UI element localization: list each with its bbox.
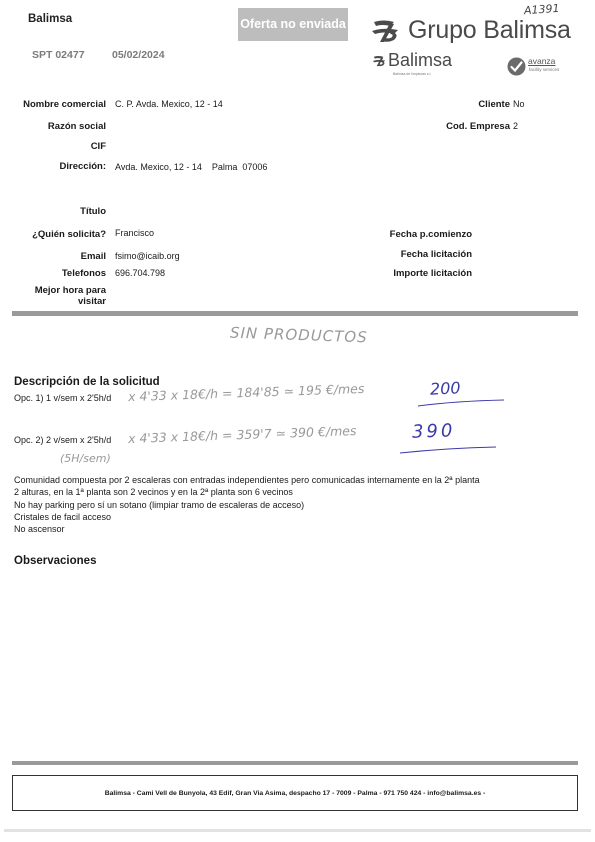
direccion-label: Dirección: — [59, 161, 106, 172]
opcion-1-text: Opc. 1) 1 v/sem x 2'5h/d — [14, 393, 112, 403]
handwritten-underline-2 — [398, 444, 498, 456]
description-line: Cristales de facil acceso — [14, 511, 112, 522]
cliente-value: No — [513, 99, 525, 109]
direccion-value: Avda. Mexico, 12 - 14 Palma 07006 — [115, 162, 268, 172]
description-line: No hay parking pero sí un sotano (limpiar tramo de escaleras de acceso) — [14, 499, 305, 510]
description-line: 2 alturas, en la 1ª planta son 2 vecinos y en la 2ª planta son 6 vecinos — [14, 487, 293, 498]
avanza-logo-subtext: facility services — [529, 67, 560, 72]
email-label: Email — [80, 251, 106, 262]
fecha-licitacion-label: Fecha licitación — [400, 249, 472, 260]
handwritten-opcion-2-note: (5H/sem) — [60, 452, 111, 465]
mejor-hora-label-line2: visitar — [78, 296, 106, 307]
handwritten-underline-1 — [416, 397, 506, 409]
email-value: fsimo@icaib.org — [115, 251, 180, 261]
observaciones-title: Observaciones — [14, 555, 97, 567]
mejor-hora-label-line1: Mejor hora para — [34, 285, 106, 296]
company-name: Balimsa — [28, 13, 73, 25]
telefonos-label: Telefonos — [61, 268, 106, 279]
cod-empresa-label: Cod. Empresa — [446, 121, 510, 132]
cod-empresa-value: 2 — [513, 121, 519, 131]
footer-divider — [12, 761, 578, 765]
footer-box — [12, 775, 578, 811]
handwritten-opcion-1-price: 200 — [429, 378, 462, 399]
status-badge: Oferta no enviada — [238, 8, 348, 41]
logo-grupo-balimsa-text: Grupo Balimsa — [408, 16, 571, 44]
fecha-comienzo-label: Fecha p.comienzo — [389, 229, 472, 240]
telefonos-value: 696.704.798 — [115, 268, 166, 278]
handwritten-sin-productos: SIN PRODUCTOS — [229, 323, 368, 347]
quien-solicita-label: ¿Quién solicita? — [32, 229, 106, 240]
cliente-label: Cliente — [478, 99, 510, 110]
solicitud-description — [14, 474, 480, 535]
nombre-comercial-label: Nombre comercial — [23, 99, 106, 110]
importe-licitacion-label: Importe licitación — [393, 268, 472, 279]
balimsa-logo-icon — [372, 54, 388, 68]
description-line: Comunidad compuesta por 2 escaleras con entradas independientes pero comunicadas internamente en la 2ª planta — [14, 475, 480, 485]
titulo-label: Título — [80, 206, 106, 217]
avanza-logo-text: avanza — [528, 56, 556, 66]
nombre-comercial-value: C. P. Avda. Mexico, 12 - 14 — [115, 99, 223, 109]
reference-code: SPT 02477 — [32, 49, 85, 61]
opcion-2-text: Opc. 2) 2 v/sem x 2'5h/d — [14, 435, 112, 445]
handwritten-reference: A1391 — [523, 1, 560, 18]
section-divider — [12, 311, 578, 316]
logo-balimsa-text: Balimsa — [388, 50, 453, 70]
document-date: 05/02/2024 — [112, 49, 165, 61]
description-line: No ascensor — [14, 524, 65, 535]
solicitud-title: Descripción de la solicitud — [14, 376, 160, 388]
handwritten-opcion-1-calc: x 4'33 x 18€/h = 184'85 ≃ 195 €/mes — [127, 380, 365, 405]
quien-solicita-value: Francisco — [115, 228, 155, 238]
page-bottom-line — [4, 829, 591, 832]
handwritten-opcion-2-price: 390 — [411, 420, 456, 443]
avanza-logo-icon — [507, 57, 526, 76]
footer-address: Balimsa - Cami Vell de Bunyola, 43 Edif, Gran Via Asima, despacho 17 - 7009 - Palma - 971 750 424 - info@balimsa.es - — [104, 789, 486, 797]
razon-social-label: Razón social — [47, 121, 106, 132]
cif-label: CIF — [90, 141, 106, 152]
handwritten-opcion-2-calc: x 4'33 x 18€/h = 359'7 ≃ 390 €/mes — [127, 423, 357, 446]
grupo-balimsa-logo-icon — [370, 18, 404, 44]
logo-balimsa-subtext: Balimsa de limpiezas s.l. — [393, 72, 432, 76]
